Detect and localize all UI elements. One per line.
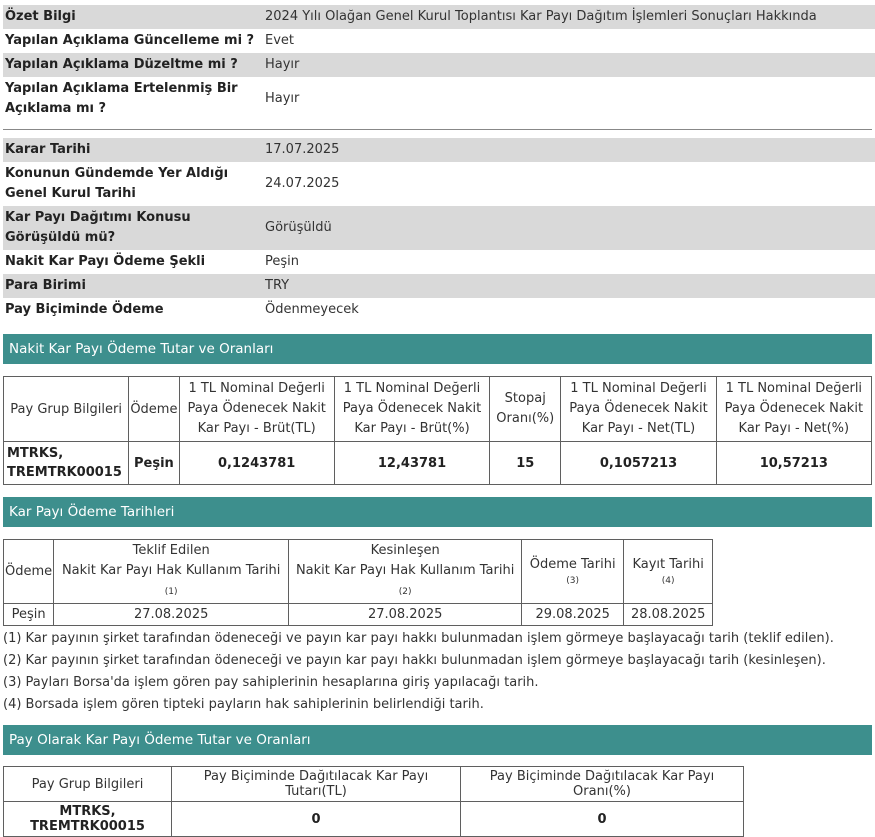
col-header-proposed-line1: Teklif Edilen [132,543,210,558]
summary-value: 2024 Yılı Olağan Genel Kurul Toplantısı Kar Payı Dağıtım İşlemleri Sonuçları Hakkında [263,5,875,29]
details-value: Peşin [263,250,875,274]
col-header-final-line2 [290,561,520,602]
cell-payment: Peşin [129,442,179,485]
details-table [3,138,875,322]
col-header-gross-tl: 1 TL Nominal Değerli Paya Ödenecek Nakit Kar Payı - Brüt(TL) [179,377,334,442]
cash-dividend-table [3,376,872,485]
details-row-decision-date [3,138,875,162]
footnote-ref-1: (1) [164,587,178,597]
table-row [4,802,744,837]
footnote-4: (4) Borsada işlem gören tipteki payların hak sahiplerinin belirlendiği tarih. [3,697,484,712]
details-label: Konunun Gündemde Yer Aldığı Genel Kurul Tarihi [3,162,263,206]
col-header-proposed [54,540,289,604]
summary-value: Hayır [263,53,875,77]
col-header-final-text: Nakit Kar Payı Hak Kullanım Tarihi [295,563,515,578]
details-row-share-payment [3,298,875,322]
col-header-pay-date [522,540,624,604]
cell-withholding: 15 [490,442,561,485]
footnote-2: (2) Kar payının şirket tarafından ödeneceği ve payın kar payı hakkı bulunmadan işlem görmeye başlayacağı tarih (kesinleşen). [3,653,826,668]
col-header-final [289,540,522,604]
summary-row-deferred [3,77,875,121]
cell-record-date: 28.08.2025 [624,604,713,626]
cash-section-header: Nakit Kar Payı Ödeme Tutar ve Oranları [3,334,872,364]
cell-group: MTRKS, TREMTRK00015 [4,442,129,485]
col-header-record-date-text: Kayıt Tarihi [632,556,704,572]
cell-ratio: 0 [461,802,744,837]
details-label: Nakit Kar Payı Ödeme Şekli [3,250,263,274]
summary-row-subject [3,5,875,29]
cell-gross-tl: 0,1243781 [179,442,334,485]
summary-label: Özet Bilgi [3,5,263,29]
details-row-currency [3,274,875,298]
table-header-row [4,540,713,604]
cell-proposed-date: 27.08.2025 [54,604,289,626]
summary-value: Evet [263,29,875,53]
col-header-amount: Pay Biçiminde Dağıtılacak Kar Payı Tutarı(TL) [172,767,461,802]
details-row-payment-method [3,250,875,274]
details-value: Görüşüldü [263,206,875,250]
table-header-row [4,377,872,442]
table-header-row [4,767,744,802]
cell-group: MTRKS, TREMTRK00015 [4,802,172,837]
col-header-proposed-line2 [55,561,287,602]
table-row [4,442,872,485]
details-label: Para Birimi [3,274,263,298]
disclosure-page [0,5,875,837]
col-header-pay-date-text: Ödeme Tarihi [529,556,616,572]
details-label: Pay Biçiminde Ödeme [3,298,263,322]
details-value: 24.07.2025 [263,162,875,206]
footnotes [0,628,875,716]
cell-final-date: 27.08.2025 [289,604,522,626]
footnote-ref-4: (4) [661,575,675,586]
share-section-header: Pay Olarak Kar Payı Ödeme Tutar ve Oranları [3,725,872,755]
summary-label: Yapılan Açıklama Düzeltme mi ? [3,53,263,77]
cell-net-tl: 0,1057213 [561,442,716,485]
summary-table [3,5,875,121]
details-row-discussed [3,206,875,250]
details-value: 17.07.2025 [263,138,875,162]
footnote-1: (1) Kar payının şirket tarafından ödeneceği ve payın kar payı hakkı bulunmadan işlem görmeye başlayacağı tarih (teklif edilen). [3,631,834,646]
details-row-meeting-date [3,162,875,206]
footnote-ref-3: (3) [566,575,580,586]
share-dividend-table [3,766,744,837]
summary-row-update [3,29,875,53]
col-header-withholding: Stopaj Oranı(%) [490,377,561,442]
col-header-final-line1: Kesinleşen [370,543,440,558]
summary-label: Yapılan Açıklama Güncelleme mi ? [3,29,263,53]
cell-pay-date: 29.08.2025 [522,604,624,626]
details-value: Ödenmeyecek [263,298,875,322]
details-label: Karar Tarihi [3,138,263,162]
footnote-3: (3) Payları Borsa'da işlem gören pay sahiplerinin hesaplarına giriş yapılacağı tarih. [3,675,539,690]
footnote-ref-2: (2) [398,587,412,597]
details-label: Kar Payı Dağıtımı Konusu Görüşüldü mü? [3,206,263,250]
summary-row-correction [3,53,875,77]
col-header-proposed-text: Nakit Kar Payı Hak Kullanım Tarihi [61,563,281,578]
payment-dates-table [3,539,713,626]
col-header-gross-pct: 1 TL Nominal Değerli Paya Ödenecek Nakit Kar Payı - Brüt(%) [334,377,489,442]
summary-value: Hayır [263,77,875,121]
table-row [4,604,713,626]
cell-gross-pct: 12,43781 [334,442,489,485]
col-header-net-tl: 1 TL Nominal Değerli Paya Ödenecek Nakit Kar Payı - Net(TL) [561,377,716,442]
col-header-net-pct: 1 TL Nominal Değerli Paya Ödenecek Nakit Kar Payı - Net(%) [716,377,871,442]
section-divider [3,129,872,130]
details-value: TRY [263,274,875,298]
dates-section-header: Kar Payı Ödeme Tarihleri [3,497,872,527]
col-header-payment: Ödeme [4,540,54,604]
summary-label: Yapılan Açıklama Ertelenmiş Bir Açıklama mı ? [3,77,263,121]
cell-net-pct: 10,57213 [716,442,871,485]
col-header-ratio: Pay Biçiminde Dağıtılacak Kar Payı Oranı(%) [461,767,744,802]
cell-amount: 0 [172,802,461,837]
col-header-record-date [624,540,713,604]
cell-payment: Peşin [4,604,54,626]
col-header-group: Pay Grup Bilgileri [4,377,129,442]
col-header-group: Pay Grup Bilgileri [4,767,172,802]
col-header-payment: Ödeme [129,377,179,442]
